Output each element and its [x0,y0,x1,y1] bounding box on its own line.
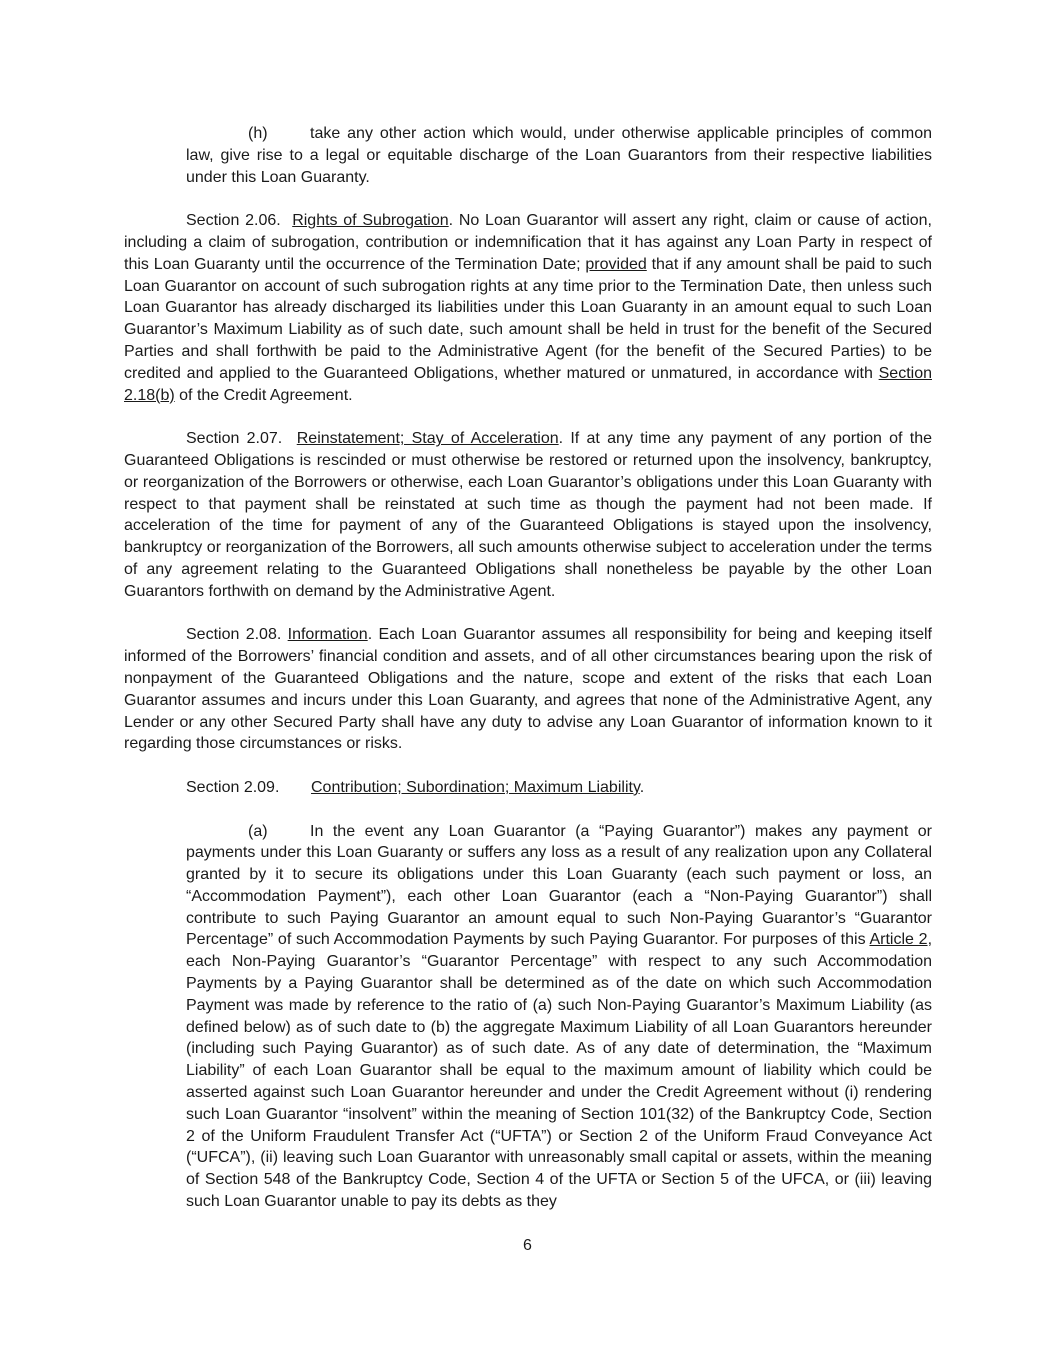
paragraph-a-text: In the event any Loan Guarantor (a “Paying Guarantor”) makes any payment or payments under this Loan Guaranty or suffers any loss as a result of any realization upon any Collateral granted by it to secure its obligations under this Loan Guaranty (each such payment or loss, an “Accommodation Payment”), each other Loan Guarantor (each a “Non-Paying Guarantor”) shall contribute to such Paying Guarantor an amount equal to such Non-Paying Guarantor’s “Guarantor Percentage” of such Accommodation Payments by such Paying Guarantor. For purposes of this [186,822,932,949]
section-2-09-title-end: . [639,778,645,796]
section-2-07 [124,428,932,602]
section-2-06-text-end: of the Credit Agreement. [174,386,353,404]
page-number: 6 [523,1237,532,1254]
section-2-18b-reference: Section 2.18(b) [124,364,932,404]
document-page [124,123,932,1213]
section-2-07-text: . If at any time any payment of any portion of the Guaranteed Obligations is rescinded or must otherwise be restored or returned upon the insolvency, bankruptcy, or reorganization of the Borrowers or otherwise, each Loan Guarantor’s obligations under this Loan Guaranty with respect to that payment shall be reinstated at such time as though the payment had not been made. If acceleration of the time for payment of any of the Guaranteed Obligations is stayed upon the insolvency, bankruptcy or reorganization of the Borrowers, all such amounts otherwise subject to acceleration under the terms of any agreement relating to the Guaranteed Obligations shall nonetheless be payable by the other Loan Guarantors forthwith on demand by the Administrative Agent. [124,430,932,600]
paragraph-a-text-cont: , each Non-Paying Guarantor’s “Guarantor Percentage” with respect to any such Accommodation Payments by a Paying Guarantor shall be determined as of the date on which such Accommodation Payment was made by reference to the ratio of (a) such Non-Paying Guarantor’s Maximum Liability (as defined below) as of such date to (b) the aggregate Maximum Liability of all Loan Guarantors hereunder (including such Paying Guarantor) as of such date. As of any date of determination, the “Maximum Liability” of each Loan Guarantor shall be equal to the maximum amount of liability which could be asserted against such Loan Guarantor hereunder and under the Credit Agreement without (i) rendering such Loan Guarantor “insolvent” within the meaning of Section 101(32) of the Bankruptcy Code, Section 2 of the Uniform Fraudulent Transfer Act (“UFTA”) or Section 2 of the Uniform Fraud Conveyance Act (“UFCA”), (ii) leaving such Loan Guarantor with unreasonably small capital or assets, within the meaning of Section 548 of the Bankruptcy Code, Section 4 of the UFTA or Section 5 of the UFCA, or (iii) leaving such Loan Guarantor unable to pay its debts as they [186,931,933,1211]
section-2-08-number: Section 2.08. [186,626,282,644]
section-2-06-title: Rights of Subrogation [292,212,449,230]
section-2-08-text: . Each Loan Guarantor assumes all responsibility for being and keeping itself informed of the Borrowers’ financial condition and assets, and of all other circumstances bearing upon the risk of nonpayment of the Guaranteed Obligations and the nature, scope and extent of the risks that each Loan Guarantor assumes and incurs under this Loan Guaranty, and agrees that none of the Administrative Agent, any Lender or any other Secured Party shall have any duty to advise any Loan Guarantor of information known to it regarding those circumstances or risks. [124,626,932,753]
paragraph-h [186,123,932,188]
article-2-reference: Article 2 [869,931,928,949]
section-2-07-title: Reinstatement; Stay of Acceleration [296,430,559,448]
paragraph-a-label: (a) [248,822,268,840]
section-2-07-number: Section 2.07. [186,430,283,448]
section-2-09-number: Section 2.09. [186,778,280,796]
section-2-09-heading [186,777,932,799]
section-2-06-text-cont: that if any amount shall be paid to such Loan Guarantor on account of such subrogation rights at any time prior to the Termination Date, then unless such Loan Guarantor has already discharged its liabilities under this Loan Guaranty in an amount equal to such Loan Guarantor’s Maximum Liability as of such date, such amount shall be held in trust for the benefit of the Secured Parties and shall forthwith be paid to the Administrative Agent (for the benefit of the Secured Parties) to be credited and applied to the Guaranteed Obligations, whether matured or unmatured, in accordance with [124,255,932,382]
provided-term: provided [585,255,647,273]
paragraph-h-text: take any other action which would, under otherwise applicable principles of common law, give rise to a legal or equitable discharge of the Loan Guarantors from their respective liabilities under this Loan Guaranty. [186,125,932,186]
section-2-08 [124,624,932,755]
section-2-06 [124,210,932,406]
paragraph-h-label: (h) [248,125,268,142]
section-2-06-number: Section 2.06. [186,212,281,230]
section-2-08-title: Information [287,626,368,644]
paragraph-a [186,821,932,1213]
section-2-09-title: Contribution; Subordination; Maximum Liability [311,778,640,796]
section-2-06-text: . No Loan Guarantor will assert any right, claim or cause of action, including a claim of subrogation, contribution or indemnification that it has against any Loan Party in respect of this Loan Guaranty until the occurrence of the Termination Date; [124,212,932,273]
